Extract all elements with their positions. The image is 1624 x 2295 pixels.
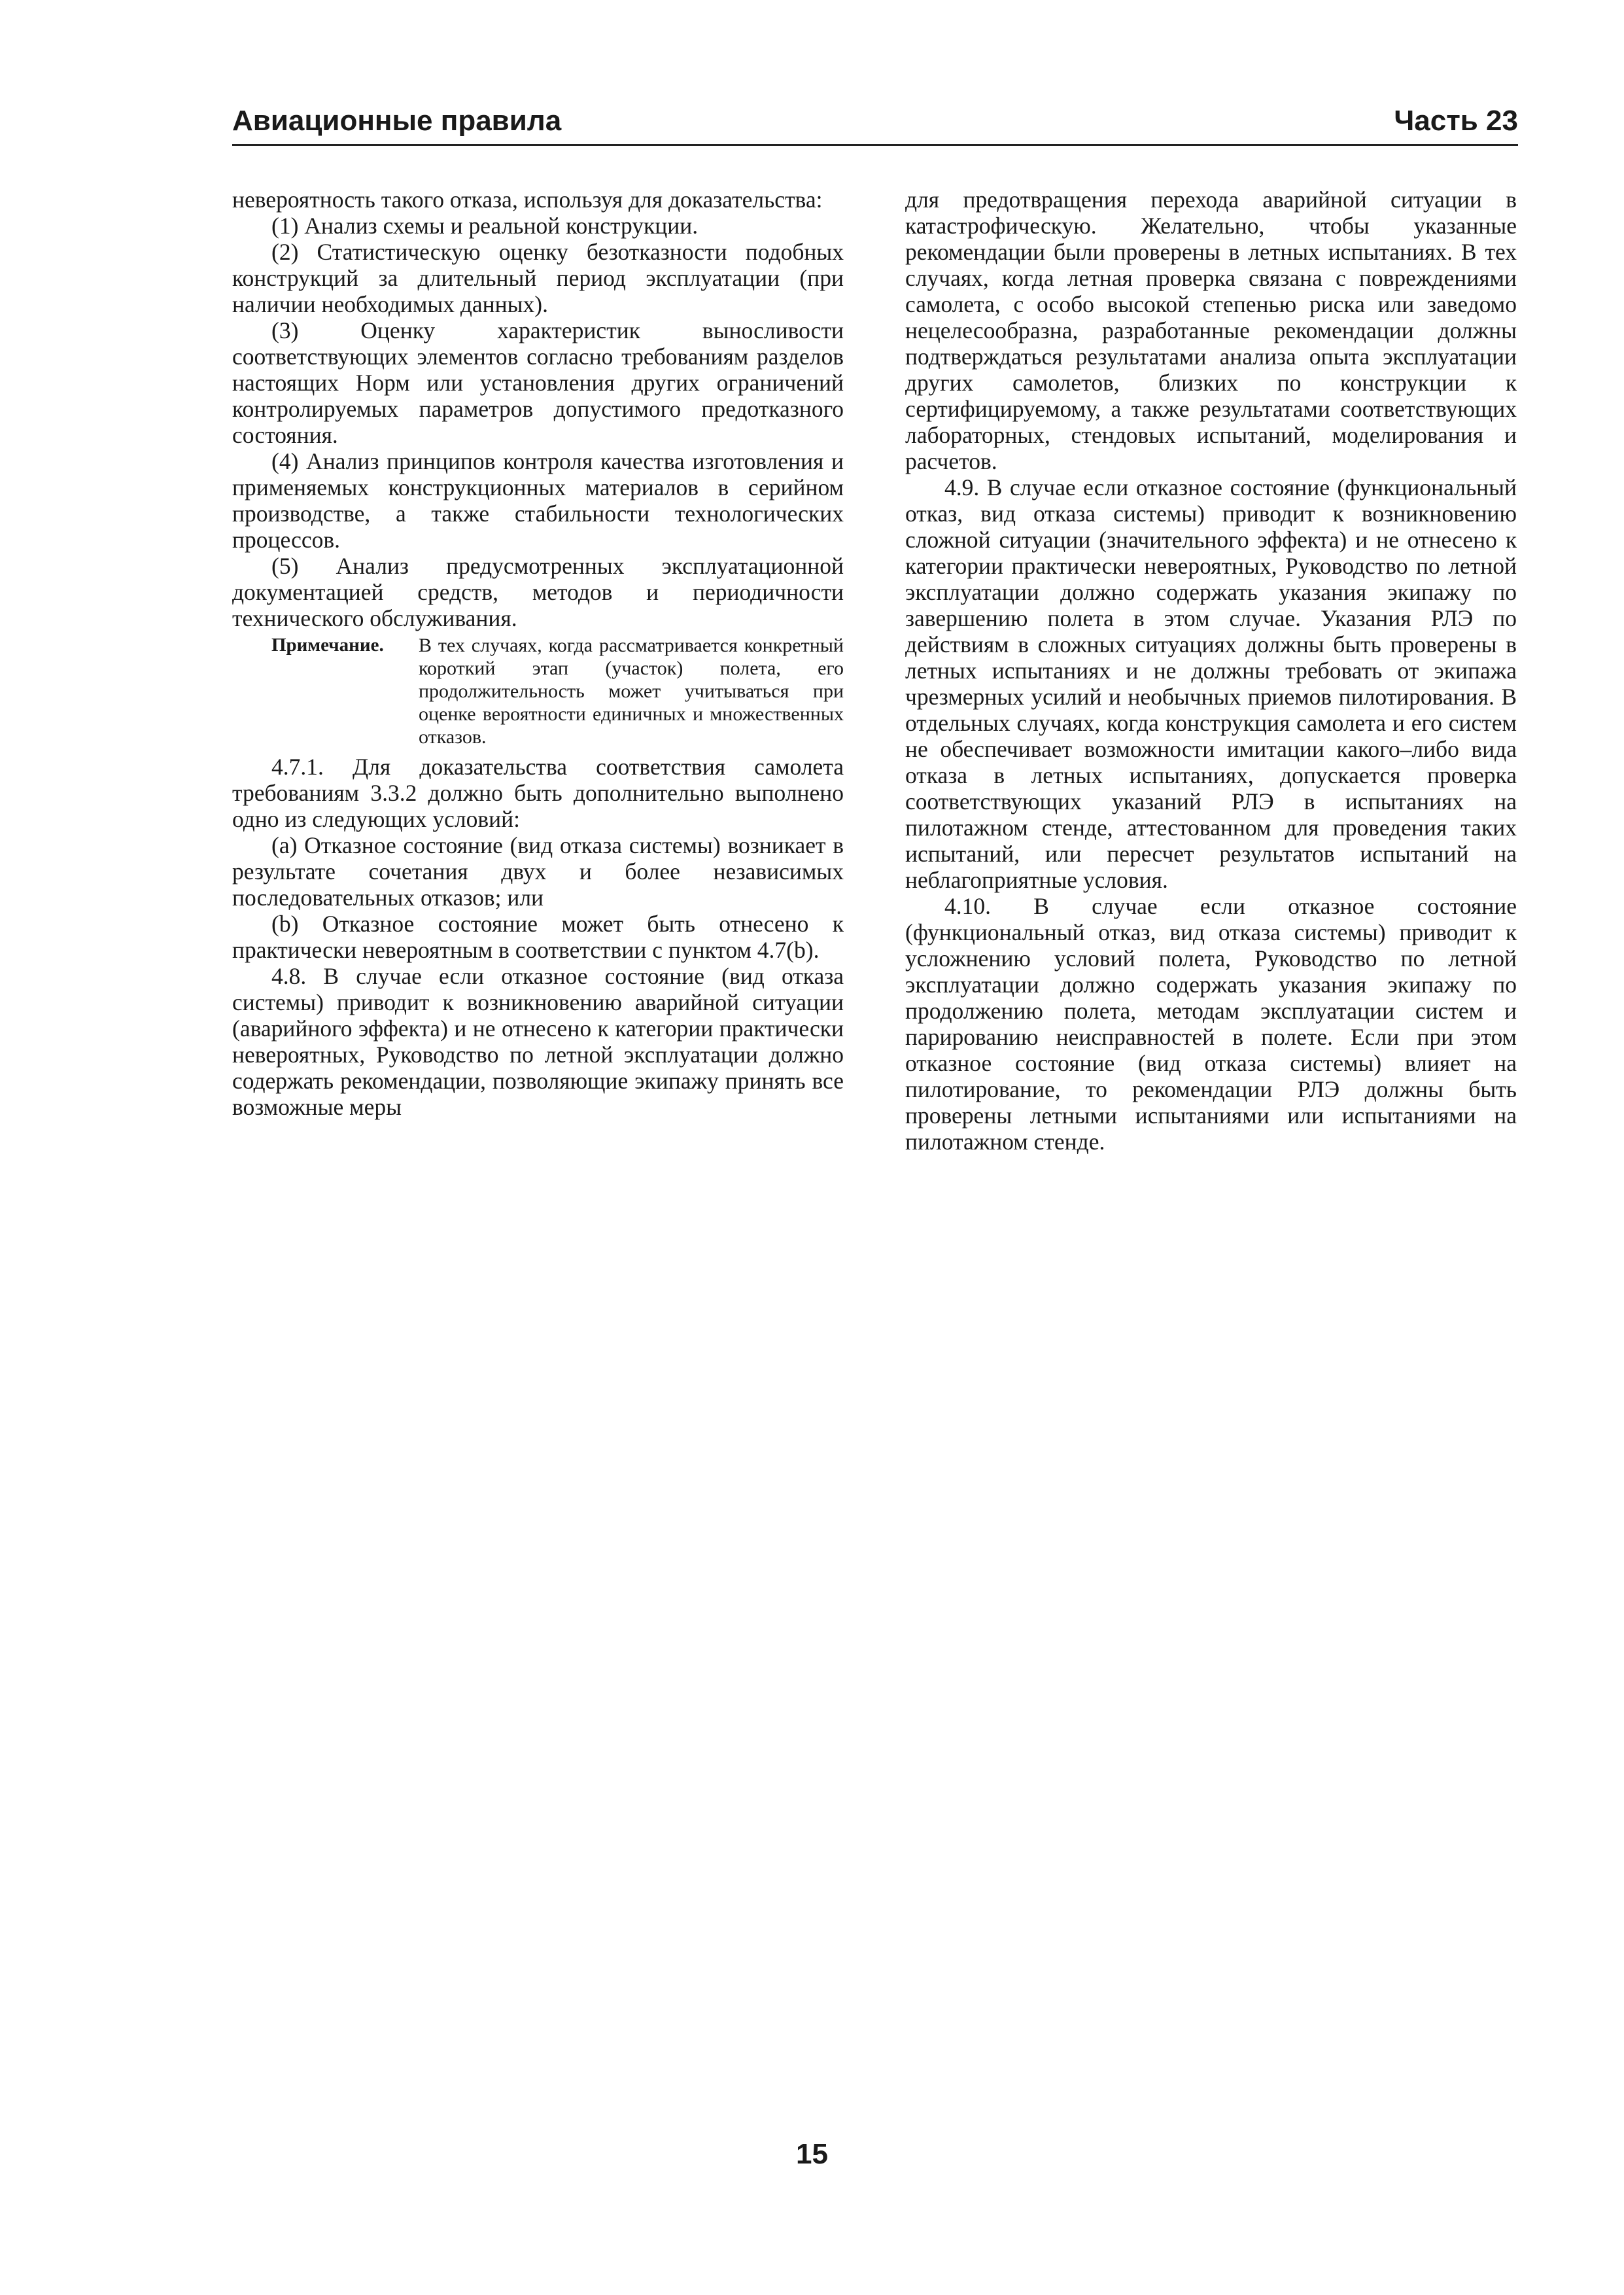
section-paragraph: 4.7.1. Для доказательства соответствия самолета требованиям 3.3.2 должно быть дополнительно выполнено одно из следующих условий: xyxy=(232,754,844,832)
page-number: 15 xyxy=(796,2138,828,2170)
list-item: (5) Анализ предусмотренных эксплуатационной документацией средств, методов и периодичности технического обслуживания. xyxy=(232,553,844,631)
section-paragraph: 4.8. В случае если отказное состояние (вид отказа системы) приводит к возникновению аварийной ситуации (аварийного эффекта) и не отнесено к категории практически невероятных, Руководство по летной эксплуатации должно содержать рекомендации, позволяющие экипажу принять все возможные меры xyxy=(232,963,844,1120)
right-column xyxy=(905,186,1517,1155)
header-part-number: Часть 23 xyxy=(1394,105,1518,137)
running-header xyxy=(232,98,1518,146)
paragraph: невероятность такого отказа, используя для доказательства: xyxy=(232,186,823,213)
list-item: (1) Анализ схемы и реальной конструкции. xyxy=(271,213,699,239)
list-item: (2) Статистическую оценку безотказности подобных конструкций за длительный период эксплуатации (при наличии необходимых данных). xyxy=(232,239,844,317)
note-text: В тех случаях, когда рассматривается конкретный короткий этап (участок) полета, его продолжительность может учитываться при оценке вероятности единичных и множественных отказов. xyxy=(419,635,844,748)
list-item: (b) Отказное состояние может быть отнесено к практически невероятным в соответствии с пунктом 4.7(b). xyxy=(232,911,844,963)
list-item: (3) Оценку характеристик выносливости соответствующих элементов согласно требованиям разделов настоящих Норм или установления других ограничений контролируемых параметров допустимого предотказного состояния. xyxy=(232,317,844,448)
list-item: (a) Отказное состояние (вид отказа системы) возникает в результате сочетания двух и более независимых последовательных отказов; или xyxy=(232,832,844,911)
list-item: (4) Анализ принципов контроля качества изготовления и применяемых конструкционных материалов в серийном производстве, а также стабильности технологических процессов. xyxy=(232,448,844,553)
header-document-title: Авиационные правила xyxy=(232,105,562,137)
note-block xyxy=(232,634,844,748)
section-paragraph: 4.9. В случае если отказное состояние (функциональный отказ, вид отказа системы) приводит к возникновению сложной ситуации (значительного эффекта) и не отнесено к категории практически невероятных, Руководство по летной эксплуатации должно содержать указания экипажу по завершению полета в этом случае. Указания РЛЭ по действиям в сложных ситуациях должны быть проверены в летных испытаниях и не должны требовать от экипажа чрезмерных усилий и необычных приемов пилотирования. В отдельных случаях, когда конструкция самолета и его систем не обеспечивает возможности имитации какого–либо вида отказа в летных испытаниях, допускается проверка соответствующих указаний РЛЭ в испытаниях на пилотажном стенде, аттестованном для проведения таких испытаний, или пересчет результатов испытаний на неблагоприятные условия. xyxy=(905,474,1517,893)
left-column xyxy=(232,186,844,1120)
paragraph: для предотвращения перехода аварийной ситуации в катастрофическую. Желательно, чтобы указанные рекомендации были проверены в летных испытаниях. В тех случаях, когда летная проверка связана с повреждениями самолета, с особо высокой степенью риска или заведомо нецелесообразна, разработанные рекомендации должны подтверждаться результатами анализа опыта эксплуатации других самолетов, близких по конструкции к сертифицируемому, а также результатами соответствующих лабораторных, стендовых испытаний, моделирования и расчетов. xyxy=(905,186,1517,474)
section-paragraph: 4.10. В случае если отказное состояние (функциональный отказ, вид отказа системы) приводит к усложнению условий полета, Руководство по летной эксплуатации должно содержать указания экипажу по продолжению полета, методам эксплуатации систем и парированию неисправностей в полете. Если при этом отказное состояние (вид отказа системы) влияет на пилотирование, то рекомендации РЛЭ должны быть проверены летными испытаниями или испытаниями на пилотажном стенде. xyxy=(905,893,1517,1155)
note-label: Примечание. xyxy=(271,635,384,656)
